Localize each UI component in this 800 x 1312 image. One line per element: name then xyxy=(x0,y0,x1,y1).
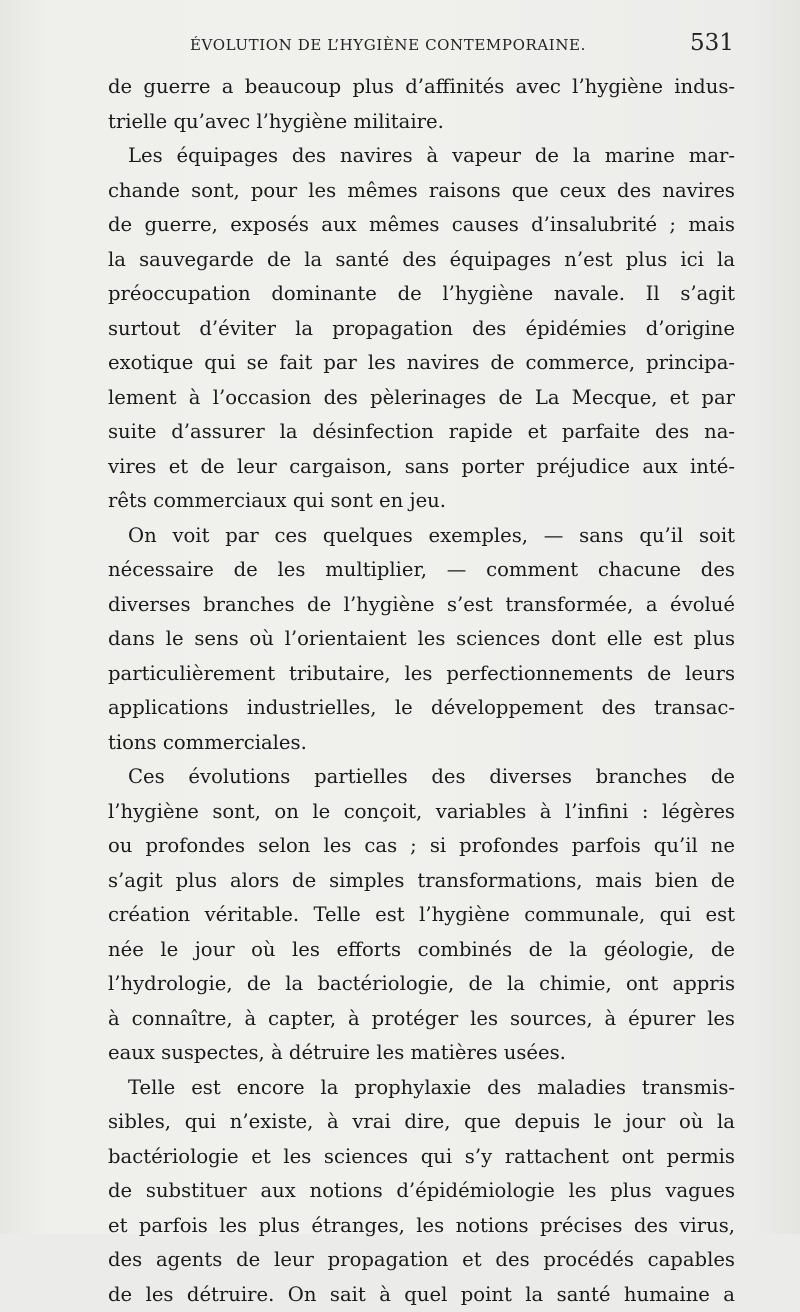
text-line: lement à l’occasion des pèlerinages de La Mecque, et par xyxy=(108,381,735,416)
text-line: particulièrement tributaire, les perfectionnements de leurs xyxy=(108,657,735,692)
text-line: des agents de leur propagation et des procédés capables xyxy=(108,1243,735,1278)
text-line: l’hydrologie, de la bactériologie, de la chimie, ont appris xyxy=(108,967,735,1002)
text-line: ou profondes selon les cas ; si profondes parfois qu’il ne xyxy=(108,829,735,864)
text-line: applications industrielles, le développement des transac- xyxy=(108,691,735,726)
text-line: On voit par ces quelques exemples, — sans qu’il soit xyxy=(108,519,735,554)
text-line: trielle qu’avec l’hygiène militaire. xyxy=(108,105,735,140)
text-line: Les équipages des navires à vapeur de la marine mar- xyxy=(108,139,735,174)
text-line: dans le sens où l’orientaient les sciences dont elle est plus xyxy=(108,622,735,657)
body-text xyxy=(108,70,735,1312)
text-line: exotique qui se fait par les navires de commerce, principa- xyxy=(108,346,735,381)
text-line: sibles, qui n’existe, à vrai dire, que depuis le jour où la xyxy=(108,1105,735,1140)
text-line: s’agit plus alors de simples transformations, mais bien de xyxy=(108,864,735,899)
text-line: née le jour où les efforts combinés de la géologie, de xyxy=(108,933,735,968)
text-line: l’hygiène sont, on le conçoit, variables à l’infini : légères xyxy=(108,795,735,830)
text-line: tions commerciales. xyxy=(108,726,735,761)
text-line: chande sont, pour les mêmes raisons que ceux des navires xyxy=(108,174,735,209)
text-line: Ces évolutions partielles des diverses branches de xyxy=(108,760,735,795)
text-line: préoccupation dominante de l’hygiène navale. Il s’agit xyxy=(108,277,735,312)
text-line: diverses branches de l’hygiène s’est transformée, a évolué xyxy=(108,588,735,623)
text-line: de guerre, exposés aux mêmes causes d’insalubrité ; mais xyxy=(108,208,735,243)
running-title: ÉVOLUTION DE L’HYGIÈNE CONTEMPORAINE. xyxy=(190,36,645,54)
page-number: 531 xyxy=(690,30,734,56)
text-line: de substituer aux notions d’épidémiologie les plus vagues xyxy=(108,1174,735,1209)
text-line: et parfois les plus étranges, les notions précises des virus, xyxy=(108,1209,735,1244)
text-line: rêts commerciaux qui sont en jeu. xyxy=(108,484,735,519)
text-line: vires et de leur cargaison, sans porter préjudice aux inté- xyxy=(108,450,735,485)
text-line: de guerre a beaucoup plus d’affinités avec l’hygiène indus- xyxy=(108,70,735,105)
text-line: bactériologie et les sciences qui s’y rattachent ont permis xyxy=(108,1140,735,1175)
text-line: nécessaire de les multiplier, — comment chacune des xyxy=(108,553,735,588)
text-line: surtout d’éviter la propagation des épidémies d’origine xyxy=(108,312,735,347)
text-line: suite d’assurer la désinfection rapide et parfaite des na- xyxy=(108,415,735,450)
text-line: de les détruire. On sait à quel point la santé humaine a xyxy=(108,1278,735,1312)
text-line: à connaître, à capter, à protéger les sources, à épurer les xyxy=(108,1002,735,1037)
text-line: Telle est encore la prophylaxie des maladies transmis- xyxy=(108,1071,735,1106)
text-line: la sauvegarde de la santé des équipages n’est plus ici la xyxy=(108,243,735,278)
text-line: création véritable. Telle est l’hygiène communale, qui est xyxy=(108,898,735,933)
text-line: eaux suspectes, à détruire les matières usées. xyxy=(108,1036,735,1071)
